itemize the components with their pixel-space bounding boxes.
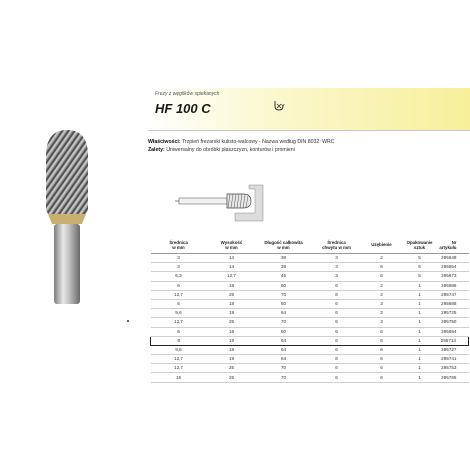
table-row	[151, 309, 469, 318]
col-header-article-no: Nr artykułu	[439, 237, 469, 254]
table-row	[151, 272, 469, 281]
cell-total-length: 38	[257, 263, 311, 272]
table-row	[151, 327, 469, 336]
cell-article-no: 295750	[439, 318, 469, 327]
cell-height: 25	[207, 318, 257, 327]
cell-package: 1	[401, 309, 439, 318]
table-row	[151, 373, 469, 382]
cell-package: 1	[401, 336, 439, 345]
cell-shank-diameter: 6	[311, 364, 363, 373]
cell-article-no: 295725	[439, 309, 469, 318]
cell-diameter: 16	[151, 373, 207, 382]
properties-label: Właściwości:	[148, 139, 181, 145]
cell-diameter: 9,6	[151, 309, 207, 318]
cell-package: 1	[401, 373, 439, 382]
cell-shank-diameter: 3	[311, 263, 363, 272]
cell-shank-diameter: 3	[311, 272, 363, 281]
cell-teeth: 6	[363, 373, 401, 382]
cell-article-no: 295747	[439, 290, 469, 299]
cell-teeth: 2	[363, 254, 401, 263]
stray-dot	[127, 320, 129, 322]
cell-article-no: 295673	[439, 272, 469, 281]
cell-teeth: 3	[363, 318, 401, 327]
cell-total-length: 70	[257, 318, 311, 327]
cell-article-no: 295741	[439, 355, 469, 364]
cell-total-length: 50	[257, 299, 311, 308]
cell-teeth: 6	[363, 327, 401, 336]
cell-diameter: 3	[151, 263, 207, 272]
cell-total-length: 38	[257, 254, 311, 263]
cell-package: 1	[401, 355, 439, 364]
table-row	[151, 299, 469, 308]
cell-diameter: 9,6	[151, 345, 207, 354]
cell-article-no: 295713	[439, 336, 469, 345]
table-row	[151, 345, 469, 354]
cell-height: 18	[207, 281, 257, 290]
properties-line	[148, 139, 335, 145]
cell-height: 18	[207, 299, 257, 308]
cell-height: 19	[207, 309, 257, 318]
cell-diameter: 12,7	[151, 290, 207, 299]
cell-package: 1	[401, 345, 439, 354]
cell-height: 18	[207, 327, 257, 336]
table-row	[151, 263, 469, 272]
cell-diameter: 6	[151, 281, 207, 290]
cell-teeth: 6	[363, 263, 401, 272]
cell-height: 19	[207, 345, 257, 354]
cell-teeth: 6	[363, 355, 401, 364]
cell-article-no: 295753	[439, 364, 469, 373]
cell-shank-diameter: 6	[311, 290, 363, 299]
cell-shank-diameter: 6	[311, 373, 363, 382]
cell-article-no: 295649	[439, 254, 469, 263]
cell-diameter: 3	[151, 254, 207, 263]
cell-teeth: 3	[363, 299, 401, 308]
spec-table-body	[151, 254, 469, 383]
table-row	[151, 254, 469, 263]
cell-height: 14	[207, 263, 257, 272]
cell-total-length: 70	[257, 290, 311, 299]
cell-total-length: 70	[257, 364, 311, 373]
cell-teeth: 6	[363, 272, 401, 281]
cell-total-length: 50	[257, 281, 311, 290]
cell-article-no: 295686	[439, 281, 469, 290]
cell-shank-diameter: 3	[311, 254, 363, 263]
burr-technical-drawing-icon	[175, 183, 270, 223]
carbide-burr-icon	[40, 128, 95, 308]
table-row	[151, 364, 469, 373]
cell-total-length: 70	[257, 373, 311, 382]
col-header-teeth: Uzębienie	[363, 237, 401, 254]
cell-article-no: 295694	[439, 327, 469, 336]
table-row	[151, 318, 469, 327]
col-header-diameter: Średnica w mm	[151, 237, 207, 254]
cell-shank-diameter: 6	[311, 299, 363, 308]
cell-shank-diameter: 6	[311, 318, 363, 327]
cell-diameter: 8	[151, 336, 207, 345]
col-header-total-length: Długość całkowita w mm	[257, 237, 311, 254]
cell-package: 1	[401, 327, 439, 336]
cell-package: 1	[401, 299, 439, 308]
properties-text: Trzpień frezarski kulisto-walcowy - Nazwa według DIN 8032: WRC	[181, 139, 335, 145]
cell-package: 1	[401, 281, 439, 290]
cell-package: 1	[401, 318, 439, 327]
cell-shank-diameter: 6	[311, 336, 363, 345]
cell-diameter: 12,7	[151, 364, 207, 373]
cell-total-length: 64	[257, 355, 311, 364]
cell-shank-diameter: 6	[311, 355, 363, 364]
cell-height: 14	[207, 254, 257, 263]
table-row	[151, 281, 469, 290]
cell-article-no: 295727	[439, 345, 469, 354]
cell-teeth: 6	[363, 336, 401, 345]
table-row	[151, 290, 469, 299]
cell-shank-diameter: 6	[311, 345, 363, 354]
product-title: HF 100 C	[155, 101, 211, 116]
cell-height: 12,7	[207, 272, 257, 281]
cell-height: 19	[207, 336, 257, 345]
cell-package: 1	[401, 364, 439, 373]
cell-article-no: 295654	[439, 263, 469, 272]
table-row	[151, 355, 469, 364]
spec-table	[150, 237, 469, 383]
cell-teeth: 6	[363, 364, 401, 373]
cell-diameter: 6	[151, 299, 207, 308]
rotation-direction-icon	[272, 98, 286, 112]
cell-teeth: 2	[363, 281, 401, 290]
cell-total-length: 64	[257, 336, 311, 345]
cell-article-no: 295765	[439, 373, 469, 382]
cell-total-length: 50	[257, 327, 311, 336]
cell-total-length: 64	[257, 309, 311, 318]
col-header-height: Wysokość w mm	[207, 237, 257, 254]
cell-teeth: 6	[363, 345, 401, 354]
cell-diameter: 12,7	[151, 355, 207, 364]
cell-package: 5	[401, 254, 439, 263]
cell-diameter: 6,3	[151, 272, 207, 281]
cell-package: 1	[401, 290, 439, 299]
cell-package: 5	[401, 263, 439, 272]
col-header-package: Opakowanie sztuk	[401, 237, 439, 254]
table-row	[151, 336, 469, 345]
cell-diameter: 6	[151, 327, 207, 336]
cell-height: 25	[207, 364, 257, 373]
cell-height: 25	[207, 290, 257, 299]
cell-total-length: 64	[257, 345, 311, 354]
cell-article-no: 295688	[439, 299, 469, 308]
cell-shank-diameter: 6	[311, 309, 363, 318]
cell-package: 5	[401, 272, 439, 281]
cell-total-length: 45	[257, 272, 311, 281]
cell-height: 19	[207, 355, 257, 364]
cell-shank-diameter: 6	[311, 281, 363, 290]
advantages-label: Zalety:	[148, 147, 165, 153]
category-label: Frezy z węglików spiekanych	[155, 91, 220, 97]
cell-diameter: 12,7	[151, 318, 207, 327]
advantages-line	[148, 147, 295, 153]
cell-teeth: 3	[363, 309, 401, 318]
table-header-row	[151, 237, 469, 254]
col-header-shank-diameter: Średnica chwytu w mm	[311, 237, 363, 254]
advantages-text: Uniwersalny do obróbki płaszczyzn, konturów i promieni	[166, 147, 295, 153]
cell-shank-diameter: 6	[311, 327, 363, 336]
header-divider	[148, 130, 470, 131]
cell-teeth: 2	[363, 290, 401, 299]
cell-height: 25	[207, 373, 257, 382]
